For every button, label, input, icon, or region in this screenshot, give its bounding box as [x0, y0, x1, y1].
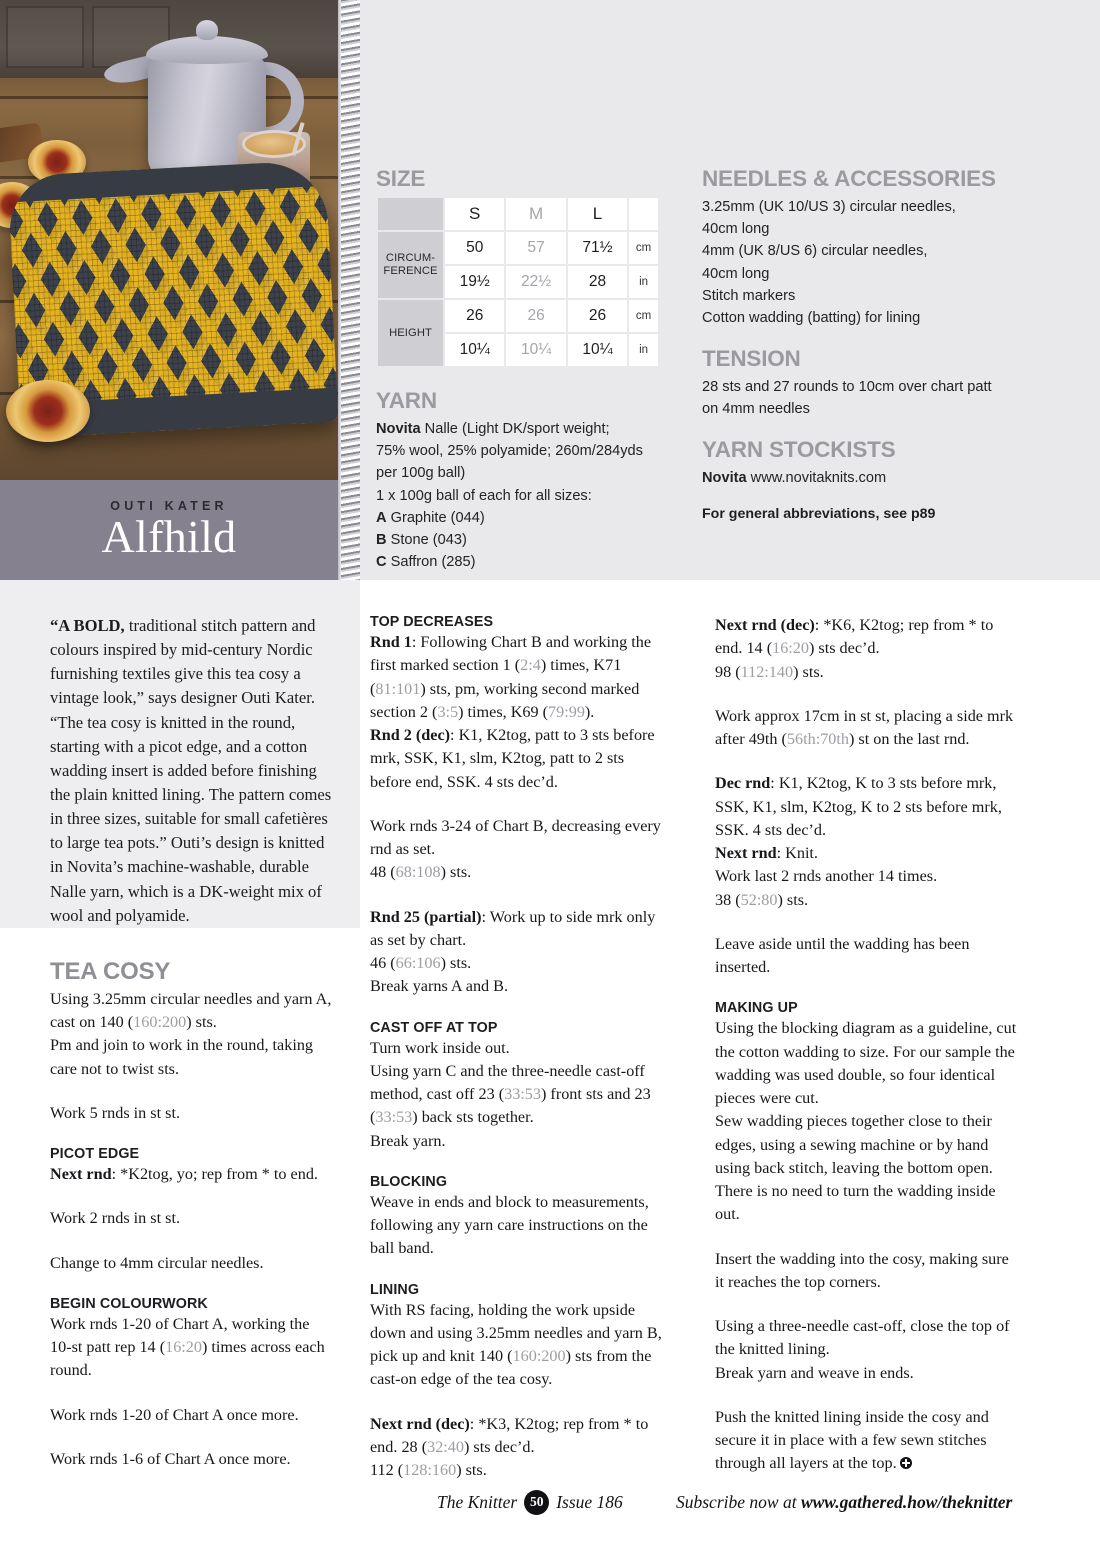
rnd1-b: ) times, K71 (: [370, 656, 622, 698]
project-photo: [0, 0, 338, 480]
needles-heading: NEEDLES & ACCESSORIES: [702, 166, 996, 191]
end-of-article-icon: [900, 1457, 912, 1469]
work-17cm-para: [715, 705, 1020, 752]
rnd25-label: Rnd 25 (partial): [370, 907, 482, 926]
page-number: 50: [524, 1490, 549, 1515]
lc-next-d: ) sts.: [793, 662, 824, 681]
lc-p3-b: ) sts.: [777, 890, 809, 909]
page-footer: [0, 1482, 1100, 1522]
nxt-label: Next rnd: [715, 844, 777, 862]
rnd1-c: ) sts, pm, working second marked section 2 (: [370, 679, 640, 721]
rnd1-alt4: 79:99: [548, 702, 585, 721]
leave-aside-para: Leave aside until the wadding has been inserted.: [715, 934, 970, 976]
yarn-colour-c: [376, 551, 676, 573]
lc-next-alt: 16:20: [772, 639, 809, 658]
spiral-edge: [338, 0, 341, 580]
tension-line-1: 28 sts and 27 rounds to 10cm over chart patt: [702, 379, 992, 396]
castron-c: Pm and join to work in the round, taking care not to twist sts.: [50, 1036, 314, 1078]
rnd2-label: Rnd 2 (dec): [370, 726, 451, 744]
text-columns: [0, 580, 1100, 1482]
abbreviations-note: For general abbreviations, see p89: [702, 505, 936, 522]
mu-p6: Push the knitted lining inside the cosy and secure it in place with a few sewn stitches through all layers at the top.: [715, 1407, 989, 1473]
rnds324-alt: 68:108: [395, 863, 441, 882]
yarn-colour-b: [376, 529, 676, 551]
picot-label: Next rnd: [50, 1165, 112, 1184]
rnd1-label: Rnd 1: [370, 633, 412, 651]
lining-para: [370, 1299, 668, 1392]
teapot-knob: [196, 20, 218, 40]
tea-cosy-heading: TEA COSY: [50, 957, 171, 985]
chart-a-rnds-1-6: Work rnds 1-6 of Chart A once more.: [50, 1449, 291, 1468]
lining-next-a: : *K3, K2tog; rep from * to end. 28 (: [370, 1414, 649, 1456]
wall-panel: [6, 6, 84, 68]
rnd-25-para: [370, 906, 668, 999]
needles-item: Cotton wadding (batting) for lining: [702, 309, 921, 326]
colourwork-heading: BEGIN COLOURWORK: [50, 1295, 208, 1312]
unit-blank: [629, 198, 658, 230]
yarn-brand: Novita: [376, 421, 421, 437]
stockists-heading: YARN STOCKISTS: [702, 437, 896, 463]
rnds-3-24-para: [370, 815, 668, 885]
stockist-url[interactable]: www.novitaknits.com: [750, 470, 887, 487]
lining-a: With RS facing, holding the work upside down and using 3.25mm needles and yarn B, pick up and knit 140 (: [370, 1300, 662, 1365]
lining-heading: LINING: [370, 1281, 420, 1298]
rnd1-a: : Following Chart B and working the first marked section 1 (: [370, 633, 652, 675]
cast-off-heading: CAST OFF AT TOP: [370, 1019, 498, 1036]
cast-off-para: [370, 1037, 668, 1153]
height-in-l: 10¼: [568, 334, 627, 366]
castoff-b: ) front sts and 23 (: [370, 1085, 651, 1127]
rnd25-c: Break yarns A and B.: [370, 977, 509, 996]
lc-next-label: Next rnd (dec): [715, 616, 815, 634]
designer-name: OUTI KATER: [110, 499, 228, 514]
lining-next-d: ) sts.: [456, 1461, 487, 1479]
picot-edge-heading: PICOT EDGE: [50, 1146, 140, 1163]
circ-in-m: 22½: [506, 266, 565, 298]
making-up-p2: Sew wadding pieces together close to their edges, using a sewing machine or by hand using back stitch, leaving the bottom open. There is no need to turn the wadding inside out.: [715, 1112, 996, 1224]
circ-in-s: 19½: [445, 266, 504, 298]
rnd1-e: ).: [584, 702, 595, 721]
lining-alt: 160:200: [512, 1347, 566, 1365]
rnds324-b: 48 (: [370, 863, 396, 882]
footer-left: [437, 1490, 623, 1515]
work-2-rnds: Work 2 rnds in st st.: [50, 1209, 180, 1228]
lc-p3: Work last 2 rnds another 14 times.: [715, 867, 938, 886]
lc-p2-a: Work approx 17cm in st st, placing a side mrk after 49th (: [715, 706, 1014, 748]
yarn-name-a: Graphite (044): [390, 509, 485, 526]
table-corner: [378, 198, 443, 230]
body-zone: [0, 580, 1100, 1480]
height-in-s: 10¼: [445, 334, 504, 366]
colourwork-para: [50, 1313, 334, 1383]
needles-item: Stitch markers: [702, 287, 796, 304]
nxt-text: : Knit.: [776, 844, 818, 862]
top-decreases-heading: TOP DECREASES: [370, 614, 494, 630]
cw-a: Work rnds 1-20 of Chart A, working the 10-st patt rep 14 (: [50, 1314, 310, 1357]
size-heading: SIZE: [376, 166, 426, 191]
lining-next-rnd: [370, 1413, 668, 1483]
lc-next-alt2: 112:140: [740, 662, 794, 681]
height-unit-cm: cm: [629, 300, 658, 332]
next-rnd-knit: [715, 842, 1020, 865]
lining-b: ) sts from the cast-on edge of the tea cosy.: [370, 1347, 652, 1389]
lining-next-alt2: 128:160: [403, 1461, 457, 1479]
column-two: [360, 580, 690, 1482]
making-up-heading: MAKING UP: [715, 1000, 798, 1017]
column-three: [690, 580, 1090, 1482]
blocking-heading: BLOCKING: [370, 1173, 448, 1190]
work-last-2-rnds: [715, 865, 1020, 912]
issue-number: Issue 186: [556, 1491, 623, 1512]
footer-right: [676, 1492, 1012, 1513]
rnd25-a: 46 (: [370, 954, 396, 972]
lining-next-b: ) sts dec’d.: [463, 1437, 535, 1456]
dec-label: Dec rnd: [715, 774, 771, 793]
making-up-p4: [715, 1315, 1020, 1385]
castoff-alt1: 33:53: [504, 1085, 541, 1103]
needles-item: 40cm long: [702, 265, 770, 282]
rnds324-c: ) sts.: [440, 863, 472, 882]
circ-cm-l: 71½: [568, 232, 627, 264]
mu-p5: Break yarn and weave in ends.: [715, 1363, 914, 1382]
rnd1-alt2: 81:101: [375, 679, 421, 698]
lc-next-a: : *K6, K2tog; rep from * to end. 14 (: [715, 616, 994, 658]
needles-item: 4mm (UK 8/US 6) circular needles,: [702, 243, 928, 260]
height-cm-s: 26: [445, 300, 504, 332]
rnd2-text: : K1, K2tog, patt to 3 sts before mrk, SSK, K1, slm, K2tog, patt to 2 sts before end, SSK. 4 sts dec’d.: [370, 726, 655, 791]
circ-cm-s: 50: [445, 232, 504, 264]
lc-next-c: 98 (: [715, 662, 741, 681]
rnd25-b: ) sts.: [440, 954, 472, 972]
height-unit-in: in: [629, 334, 658, 366]
lc-next-b: ) sts dec’d.: [808, 639, 880, 658]
lining-next-c: 112 (: [370, 1461, 404, 1479]
intro-body: traditional stitch pattern and colours inspired by mid-century Nordic furnishing textiles give this tea cosy a vintage look,” says designer Outi Kater. “The tea cosy is knitted in the round, starting with a picot edge, and a cotton wadding insert is added before finishing the plain knitted lining. The pattern comes in three sizes, suitable for small cafetières to large tea pots.” Outi’s design is knitted in Novita’s machine-washable, durable Nalle yarn, which is a DK-weight mix of wool and polyamide.: [50, 616, 332, 925]
yarn-letter-b: B: [376, 531, 387, 548]
chart-a-once-more: Work rnds 1-20 of Chart A once more.: [50, 1405, 299, 1424]
size-table: [376, 196, 660, 368]
rnd1-alt3: 3:5: [437, 702, 459, 721]
castron-alt: 160:200: [133, 1013, 187, 1032]
intro-lead: “A BOLD,: [50, 616, 125, 635]
needles-item: 40cm long: [702, 221, 770, 238]
yarn-name-b: Stone (043): [390, 531, 467, 548]
lc-p2-b: ) st on the last rnd.: [848, 730, 970, 748]
tension-line-2: on 4mm needles: [702, 401, 810, 418]
yarn-colour-a: [376, 507, 676, 529]
circ-cm-m: 57: [506, 232, 565, 264]
yarn-heading: YARN: [376, 388, 437, 413]
size-col-s: S: [445, 198, 504, 230]
table-row: [378, 198, 658, 230]
magazine-name: The Knitter: [437, 1491, 518, 1512]
rnd-1-para: [370, 631, 668, 724]
column-one: [0, 580, 360, 1482]
rnd-2-para: [370, 724, 668, 794]
jam-tart: [6, 380, 90, 442]
rnds324-a: Work rnds 3-24 of Chart B, decreasing every rnd as set.: [370, 816, 661, 858]
circ-unit-in: in: [629, 266, 658, 298]
height-cm-l: 26: [568, 300, 627, 332]
lc-p3-alt: 52:80: [740, 890, 778, 909]
lining-cont-next-rnd: [715, 614, 1020, 684]
blocking-text: Weave in ends and block to measurements, following any yarn care instructions on the ball band.: [370, 1192, 649, 1258]
yarn-line-2: 75% wool, 25% polyamide; 260m/284yds: [376, 443, 643, 460]
height-cm-m: 26: [506, 300, 565, 332]
intro-paragraph: [50, 614, 334, 928]
making-up-p3: Insert the wadding into the cosy, making sure it reaches the top corners.: [715, 1249, 1009, 1291]
stockist-brand: Novita: [702, 470, 747, 487]
cw-alt: 16:20: [165, 1338, 202, 1357]
info-column-right: [702, 166, 1012, 573]
work-5-rnds: Work 5 rnds in st st.: [50, 1103, 180, 1122]
lining-next-alt: 32:40: [427, 1437, 464, 1456]
making-up-p6: [715, 1406, 1020, 1476]
rnd25-text: : Work up to side mrk only as set by chart.: [370, 907, 656, 949]
rnd1-d: ) times, K69 (: [458, 702, 549, 721]
castoff-alt2: 33:53: [375, 1108, 413, 1127]
rnd1-alt1: 2:4: [520, 656, 541, 675]
circ-in-l: 28: [568, 266, 627, 298]
mu-p4: Using a three-needle cast-off, close the top of the knitted lining.: [715, 1317, 1010, 1359]
lining-next-label: Next rnd (dec): [370, 1414, 470, 1433]
height-in-m: 10¼: [506, 334, 565, 366]
picot-next-rnd: [50, 1163, 334, 1186]
castoff-a: Using yarn C and the three-needle cast-off method, cast off 23 (: [370, 1061, 645, 1103]
castron-b: ) sts.: [186, 1013, 217, 1032]
castoff-c: ) back sts together.: [412, 1108, 534, 1127]
subscribe-url[interactable]: www.gathered.how/theknitter: [800, 1491, 1013, 1512]
table-row: [378, 300, 658, 332]
change-needles: Change to 4mm circular needles.: [50, 1253, 264, 1272]
castoff-p3: Break yarn.: [370, 1131, 446, 1150]
yarn-line-1: [376, 418, 676, 440]
making-up-p1: Using the blocking diagram as a guideline, cut the cotton wadding to size. For our sample the wadding was used double, so four identical pieces were cut.: [715, 1019, 1017, 1107]
tea-cosy-caston: [50, 988, 334, 1081]
cw-b: ) times across each round.: [50, 1338, 325, 1380]
spiral-binding: [338, 0, 360, 580]
tension-heading: TENSION: [702, 346, 801, 372]
info-panel: [360, 0, 1100, 580]
row-label-height: HEIGHT: [378, 300, 443, 366]
title-plate: [0, 480, 338, 580]
size-col-m: M: [506, 198, 565, 230]
lc-p2-alt: 56th:70th: [786, 730, 849, 748]
page-title: Alfhild: [101, 511, 237, 563]
size-col-l: L: [568, 198, 627, 230]
lc-p3-a: 38 (: [715, 890, 741, 909]
castoff-p1: Turn work inside out.: [370, 1038, 510, 1057]
picot-text: : *K2tog, yo; rep from * to end.: [111, 1165, 318, 1184]
subscribe-label: Subscribe now at: [676, 1491, 801, 1512]
top-zone: [0, 0, 1100, 580]
table-row: [378, 232, 658, 264]
stockists-line: [702, 467, 1012, 489]
spiral-coils: [338, 0, 360, 580]
dec-rnd-para: [715, 772, 1020, 842]
dec-text: : K1, K2tog, K to 3 sts before mrk, SSK, K1, slm, K2tog, K to 2 sts before mrk, SSK. 4 sts dec’d.: [715, 774, 1002, 839]
yarn-letter-c: C: [376, 554, 387, 571]
yarn-line-3: per 100g ball): [376, 465, 466, 482]
castron-a: Using 3.25mm circular needles and yarn A, cast on 140 (: [50, 989, 332, 1032]
yarn-name-c: Saffron (285): [390, 554, 476, 571]
rnd25-alt: 66:106: [395, 954, 441, 972]
circ-unit-cm: cm: [629, 232, 658, 264]
row-label-circumference: CIRCUM‑ FERENCE: [378, 232, 443, 298]
yarn-description: Nalle (Light DK/sport weight;: [424, 421, 610, 437]
yarn-letter-a: A: [376, 509, 387, 526]
needles-item: 3.25mm (UK 10/US 3) circular needles,: [702, 199, 956, 215]
yarn-line-4: 1 x 100g ball of each for all sizes:: [376, 487, 592, 504]
info-column-left: [376, 166, 676, 573]
